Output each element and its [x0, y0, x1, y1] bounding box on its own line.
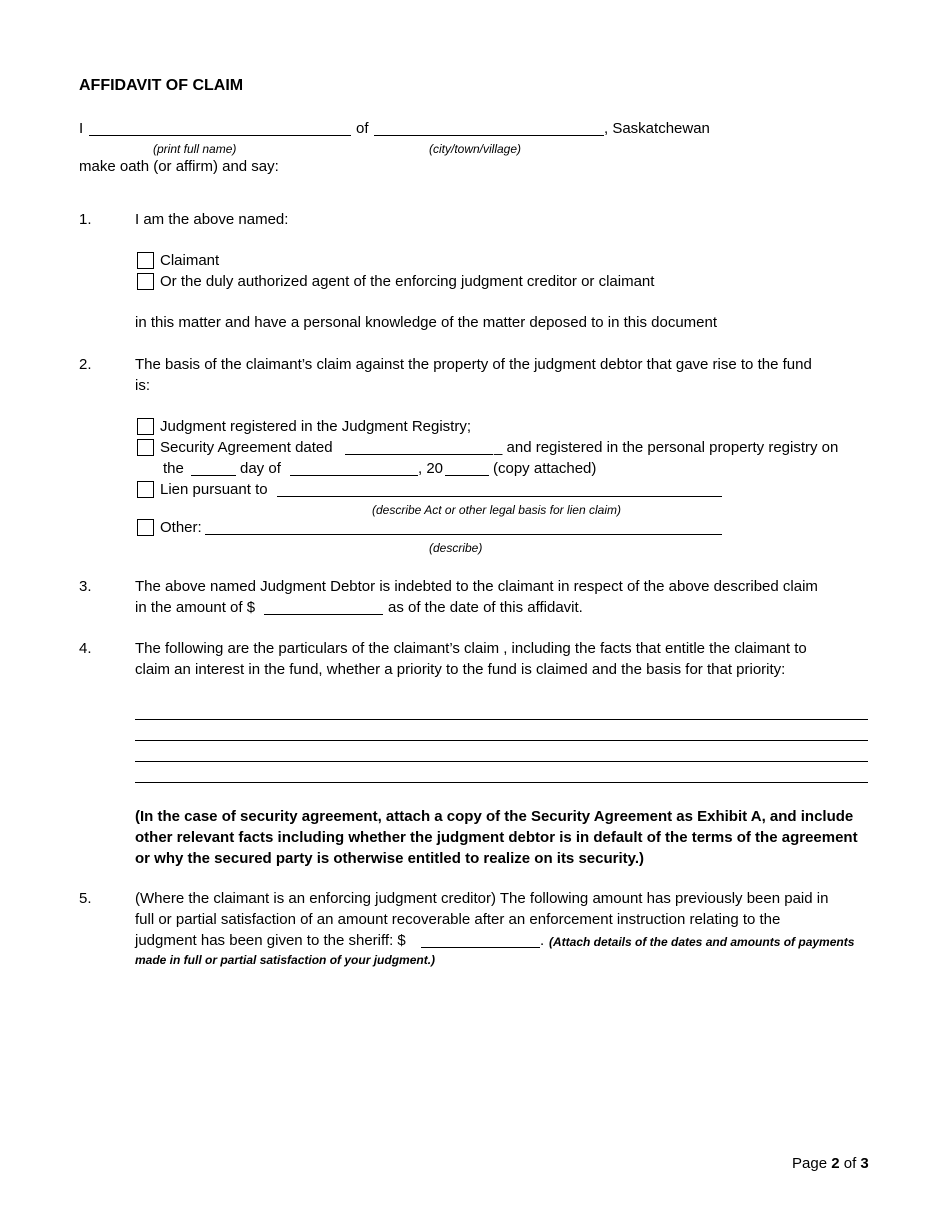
section-2-text-line2: is:	[135, 377, 150, 394]
page-indicator	[792, 1155, 869, 1173]
judgment-registry-label: Judgment registered in the Judgment Registry;	[160, 418, 471, 435]
security-date-field[interactable]	[346, 437, 492, 455]
province-label: , Saskatchewan	[604, 120, 710, 137]
section-2-text-line1: The basis of the claimant’s claim against the property of the judgment debtor that gave rise to the fund	[135, 356, 812, 373]
oath-line: make oath (or affirm) and say:	[79, 158, 279, 175]
page-current: 2	[831, 1155, 840, 1172]
security-agreement-label: Security Agreement dated	[160, 439, 333, 456]
section-1-closing: in this matter and have a personal knowledge of the matter deposed to in this document	[135, 314, 718, 331]
agent-option-label: Or the duly authorized agent of the enforcing judgment creditor or claimant	[160, 273, 655, 290]
page-total: 3	[860, 1155, 869, 1172]
page-label: Page	[792, 1155, 828, 1172]
security-year-prefix: , 20	[418, 460, 444, 477]
particulars-line-4	[135, 782, 868, 783]
paid-amount-field[interactable]	[422, 930, 539, 948]
city-field[interactable]	[375, 118, 603, 136]
other-label: Other:	[160, 519, 202, 536]
security-month-field[interactable]	[291, 458, 417, 476]
section-4-number: 4.	[79, 640, 92, 657]
city-caption: (city/town/village)	[429, 142, 522, 156]
security-agreement-checkbox[interactable]	[137, 439, 154, 456]
particulars-field-3[interactable]	[136, 743, 866, 761]
section-1-number: 1.	[79, 211, 92, 228]
section-5-number: 5.	[79, 890, 92, 907]
security-registered-text: _ and registered in the personal property registry on	[494, 439, 839, 456]
judgment-registry-checkbox[interactable]	[137, 418, 154, 435]
security-copy-attached: (copy attached)	[493, 460, 597, 477]
other-checkbox[interactable]	[137, 519, 154, 536]
security-agreement-note: (In the case of security agreement, attach a copy of the Security Agreement as Exhibit A, and include other relevant facts including whether the judgment debtor is in default of the terms of the agreement or why the secured party is otherwise entitled to realize on its security.)	[135, 808, 858, 867]
particulars-line-2	[135, 740, 868, 741]
section-3-line1: The above named Judgment Debtor is indebted to the claimant in respect of the above described claim	[135, 578, 818, 595]
section-5-period: .	[540, 932, 545, 949]
page-of: of	[843, 1155, 857, 1172]
security-year-field[interactable]	[446, 458, 488, 476]
section-5-line1: (Where the claimant is an enforcing judgment creditor) The following amount has previously been paid in	[135, 890, 829, 907]
claimant-checkbox[interactable]	[137, 252, 154, 269]
particulars-field-4[interactable]	[136, 764, 866, 782]
particulars-line-1	[135, 719, 868, 720]
page-title: AFFIDAVIT OF CLAIM	[79, 77, 244, 94]
particulars-field-1[interactable]	[136, 701, 866, 719]
section-4-line1: The following are the particulars of the claimant’s claim , including the facts that entitle the claimant to	[135, 640, 807, 657]
section-2-number: 2.	[79, 356, 92, 373]
section-3-line2-end: as of the date of this affidavit.	[388, 599, 583, 616]
section-4-line2: claim an interest in the fund, whether a priority to the fund is claimed and the basis for that priority:	[135, 661, 786, 678]
other-caption: (describe)	[429, 541, 483, 555]
lien-checkbox[interactable]	[137, 481, 154, 498]
section-3-number: 3.	[79, 578, 92, 595]
other-description-field[interactable]	[206, 517, 721, 535]
security-the-label: the	[163, 460, 184, 477]
of-label: of	[356, 120, 369, 137]
full-name-field[interactable]	[90, 118, 350, 136]
section-3-amount-label: in the amount of $	[135, 599, 256, 616]
lien-label: Lien pursuant to	[160, 481, 268, 498]
claimant-option-label: Claimant	[160, 252, 220, 269]
claim-amount-field[interactable]	[265, 597, 382, 615]
section-5-attach-note-cont: made in full or partial satisfaction of your judgment.)	[135, 953, 436, 967]
particulars-field-2[interactable]	[136, 722, 866, 740]
security-day-field[interactable]	[192, 458, 235, 476]
section-5-line2: full or partial satisfaction of an amount recoverable after an enforcement instruction relating to the	[135, 911, 781, 928]
security-day-of-label: day of	[240, 460, 281, 477]
i-label: I	[79, 120, 84, 137]
lien-basis-field[interactable]	[278, 479, 721, 497]
particulars-line-3	[135, 761, 868, 762]
section-1-text: I am the above named:	[135, 211, 289, 228]
section-5-line3: judgment has been given to the sheriff: $	[135, 932, 406, 949]
full-name-caption: (print full name)	[153, 142, 237, 156]
agent-checkbox[interactable]	[137, 273, 154, 290]
section-5-attach-note: (Attach details of the dates and amounts of payments	[549, 935, 855, 949]
lien-caption: (describe Act or other legal basis for lien claim)	[372, 503, 621, 517]
